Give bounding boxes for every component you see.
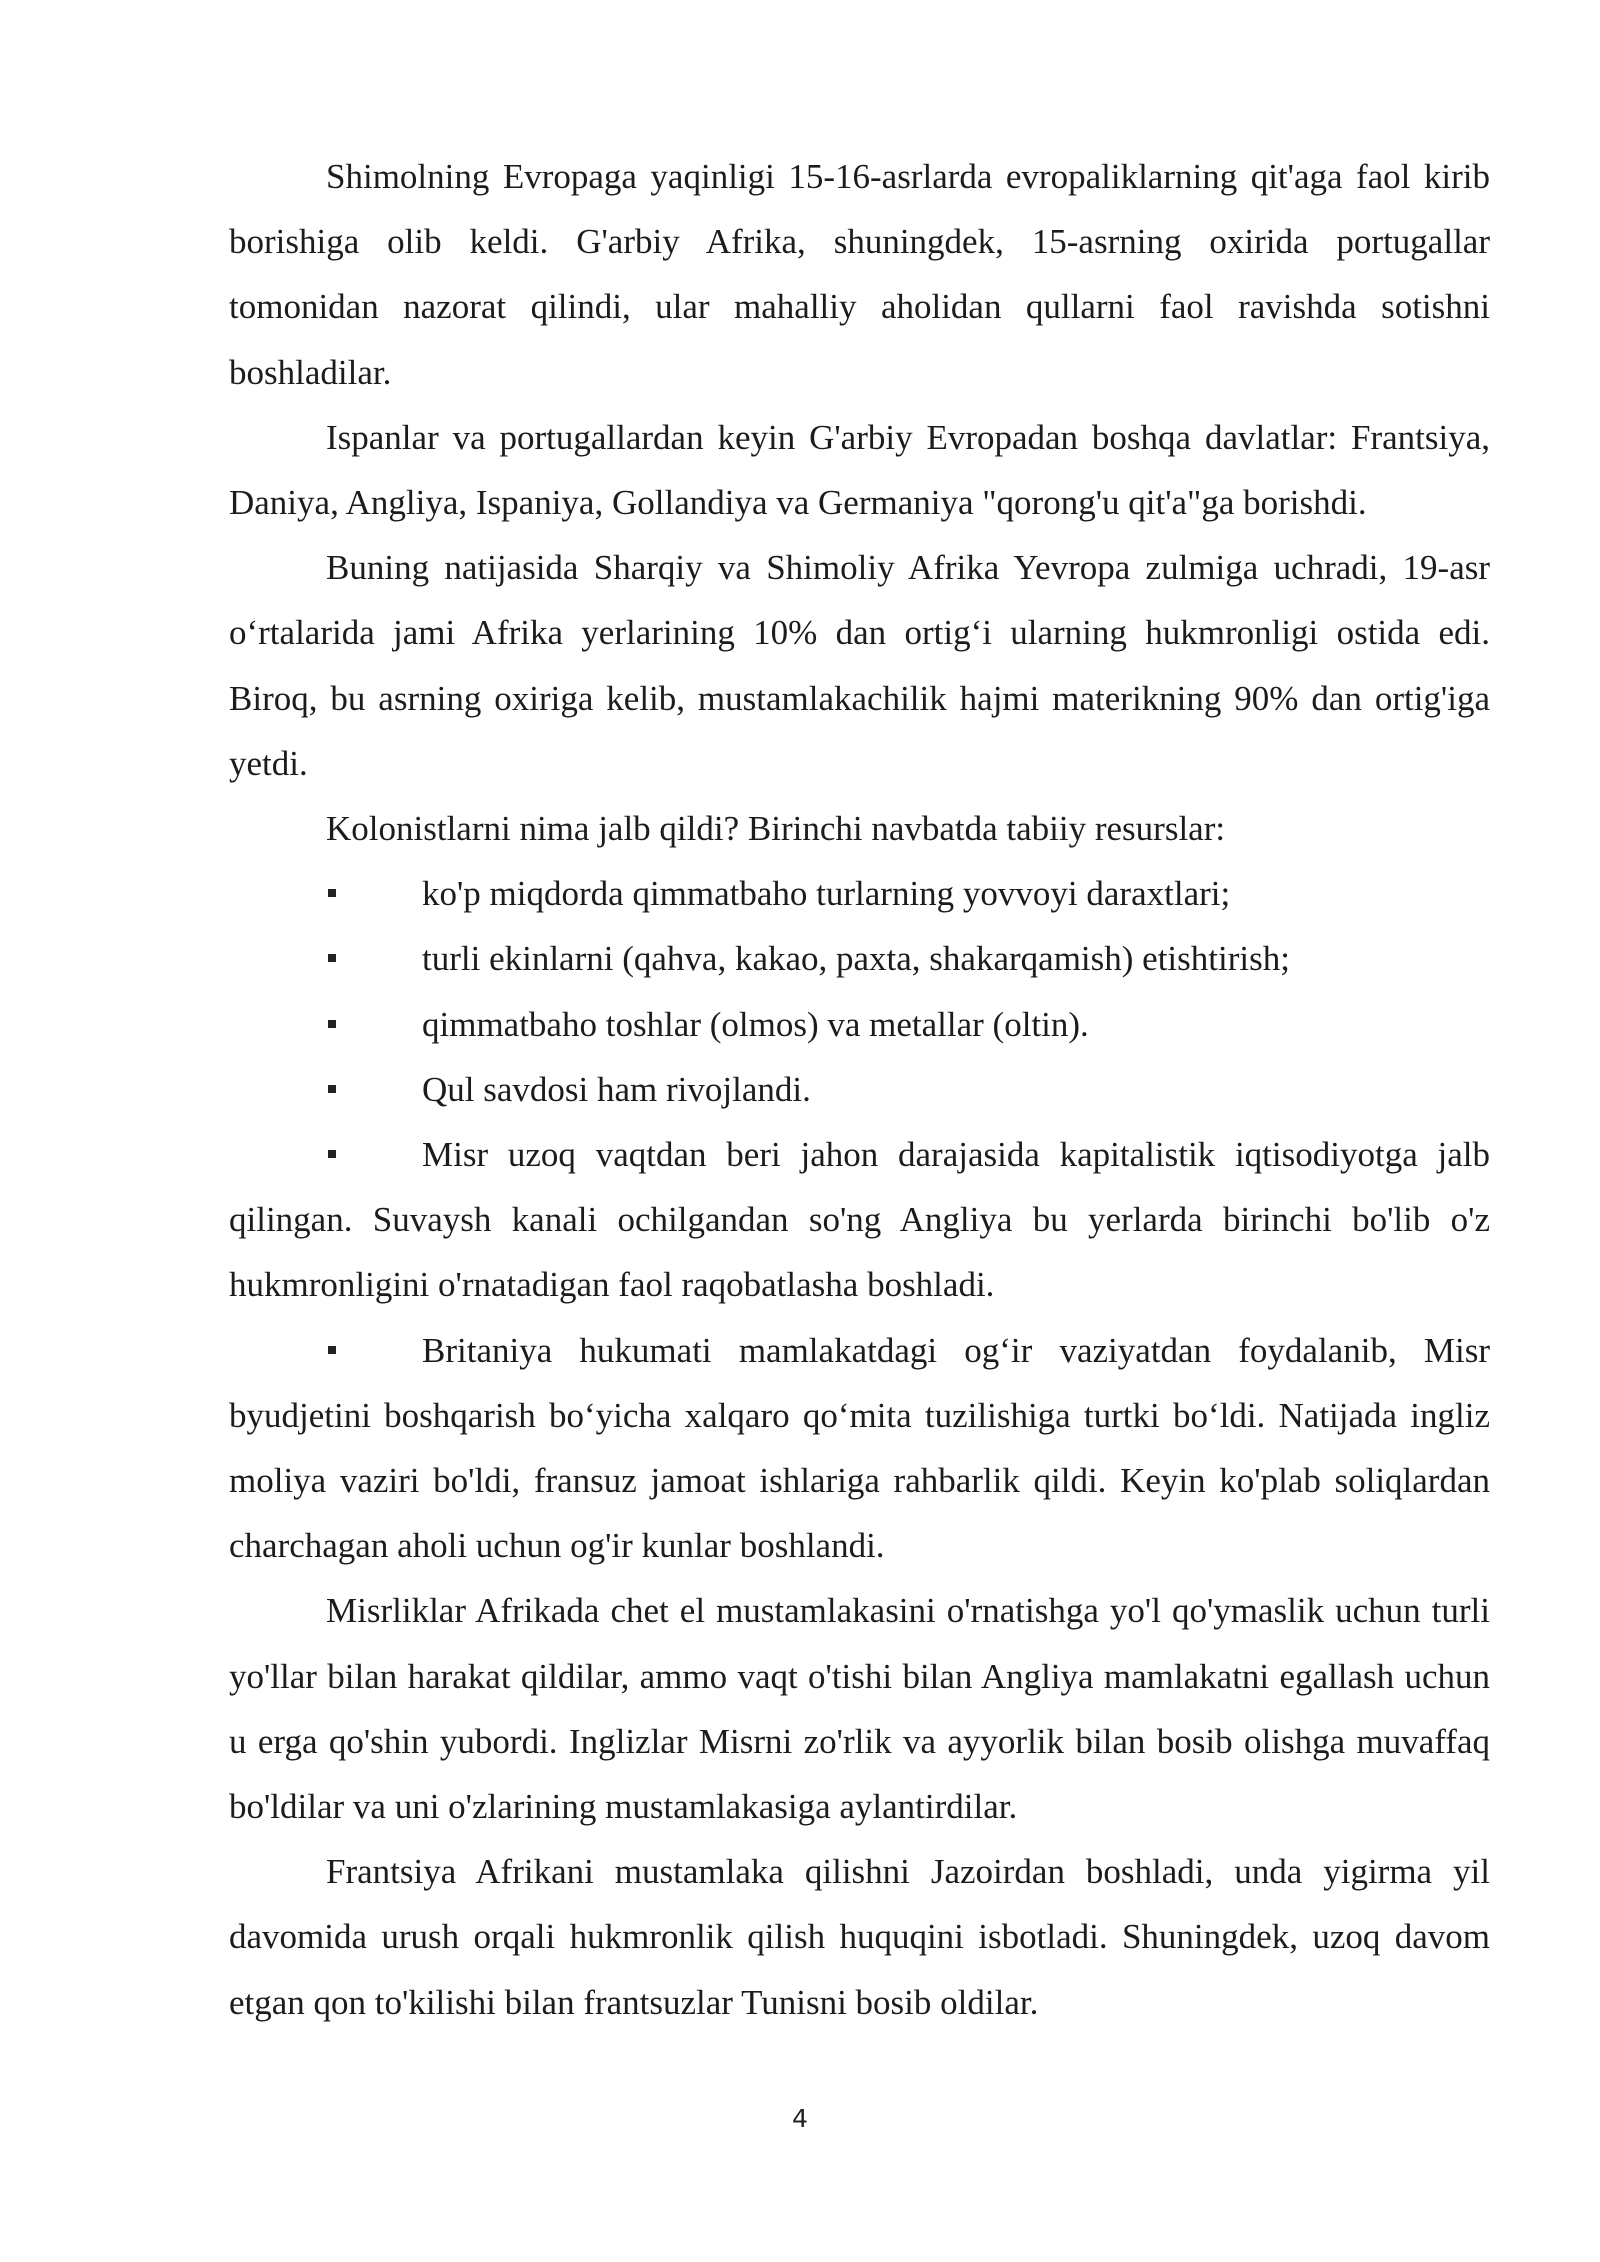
list-item-text: qimmatbaho toshlar (olmos) va metallar (oltin). <box>422 1004 1089 1044</box>
page-number: 4 <box>792 2104 808 2133</box>
list-item-text: ko'p miqdorda qimmatbaho turlarning yovvoyi daraxtlari; <box>422 874 1231 914</box>
document-page <box>229 144 1490 2035</box>
square-bullet-icon <box>328 1346 336 1354</box>
list-item-text: Misr uzoq vaqtdan beri jahon darajasida kapitalistik iqtisodiyotga jalb qilingan. Suvaysh kanali ochilgandan so'ng Angliya bu yerlarda birinchi bo'lib o'z hukmronligini o'rnatadigan faol raqobatlasha boshladi. <box>229 1135 1490 1305</box>
paragraph: Shimolning Evropaga yaqinligi 15-16-asrlarda evropaliklarning qit'aga faol kirib borishiga olib keldi. G'arbiy Afrika, shuningdek, 15-asrning oxirida portugallar tomonidan nazorat qilindi, ular mahalliy aholidan qullarni faol ravishda sotishni boshladilar. <box>229 157 1490 392</box>
list-item <box>229 992 1490 1057</box>
list-item <box>229 1057 1490 1122</box>
list-item-text: turli ekinlarni (qahva, kakao, paxta, shakarqamish) etishtirish; <box>422 939 1290 979</box>
square-bullet-icon <box>328 889 336 897</box>
list-item-text: Qul savdosi ham rivojlandi. <box>422 1069 811 1109</box>
paragraph: Buning natijasida Sharqiy va Shimoliy Afrika Yevropa zulmiga uchradi, 19-asr o‘rtalarida jami Afrika yerlarining 10% dan ortig‘i ularning hukmronligi ostida edi. Biroq, bu asrning oxiriga kelib, mustamlakachilik hajmi materikning 90% dan ortig'iga yetdi. <box>229 548 1490 783</box>
paragraph: Misrliklar Afrikada chet el mustamlakasini o'rnatishga yo'l qo'ymaslik uchun turli yo'llar bilan harakat qildilar, ammo vaqt o'tishi bilan Angliya mamlakatni egallash uchun u erga qo'shin yubordi. Inglizlar Misrni zo'rlik va ayyorlik bilan bosib olishga muvaffaq bo'ldilar va uni o'zlarining mustamlakasiga aylantirdilar. <box>229 1591 1490 1827</box>
list-item <box>229 926 1490 991</box>
square-bullet-icon <box>328 1020 336 1028</box>
paragraph: Ispanlar va portugallardan keyin G'arbiy Evropadan boshqa davlatlar: Frantsiya, Daniya, Angliya, Ispaniya, Gollandiya va Germaniya "qorong'u qit'a"ga borishdi. <box>229 417 1490 523</box>
paragraph: Frantsiya Afrikani mustamlaka qilishni Jazoirdan boshladi, unda yigirma yil davomida urush orqali hukmronlik qilish huquqini isbotladi. Shuningdek, uzoq davom etgan qon to'kilishi bilan frantsuzlar Tunisni bosib oldilar. <box>229 1852 1490 2022</box>
list-item <box>229 861 1490 926</box>
list-item-text: Britaniya hukumati mamlakatdagi og‘ir vaziyatdan foydalanib, Misr byudjetini boshqarish bo‘yicha xalqaro qo‘mita tuzilishiga turtki bo‘ldi. Natijada ingliz moliya vaziri bo'ldi, fransuz jamoat ishlariga rahbarlik qildi. Keyin ko'plab soliqlardan charchagan aholi uchun og'ir kunlar boshlandi. <box>229 1330 1490 1566</box>
square-bullet-icon <box>328 1150 336 1158</box>
square-bullet-icon <box>328 954 336 962</box>
paragraph: Kolonistlarni nima jalb qildi? Birinchi navbatda tabiiy resurslar: <box>326 809 1226 849</box>
list-item <box>229 1318 1490 1579</box>
list-item <box>229 1122 1490 1318</box>
square-bullet-icon <box>328 1085 336 1093</box>
